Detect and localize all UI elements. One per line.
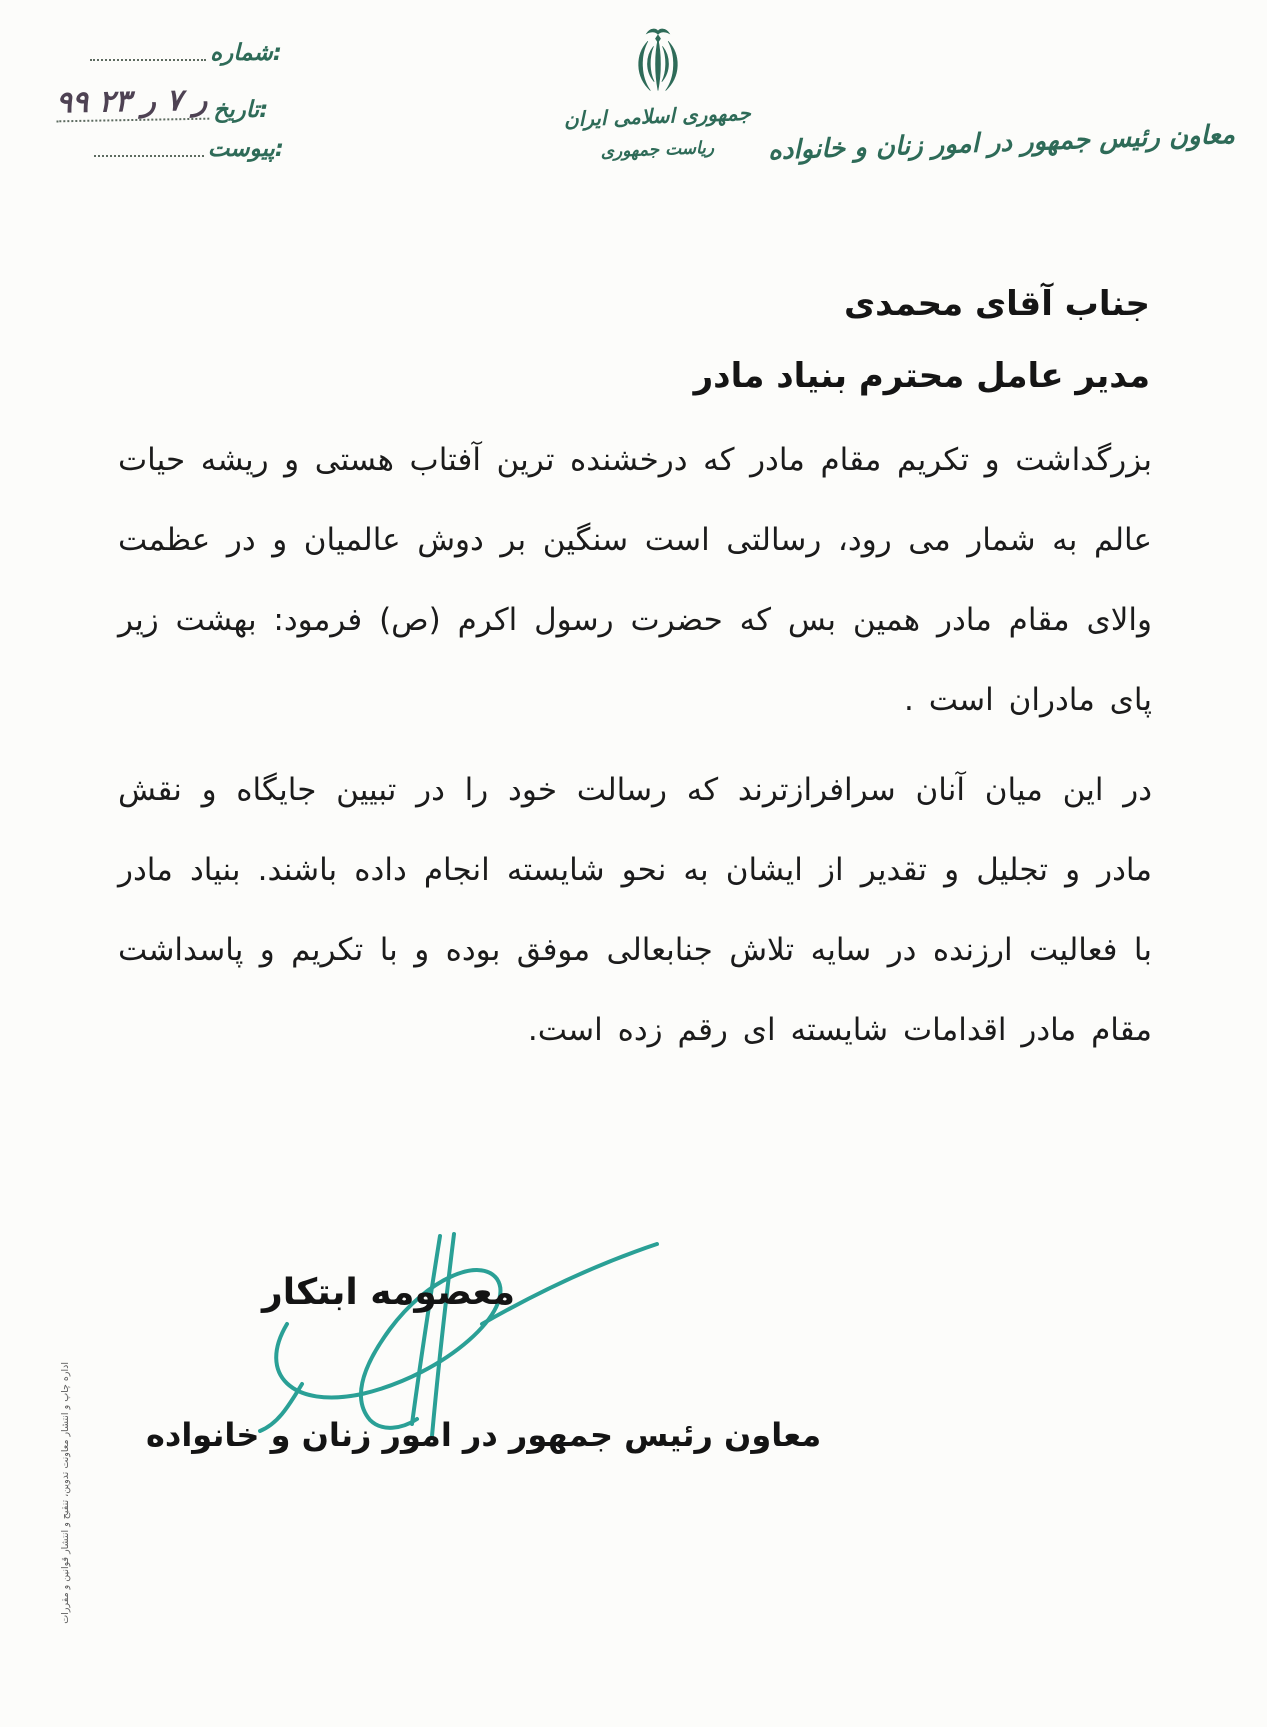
- presidency-label: ریاست جمهوری: [600, 138, 715, 162]
- recipient-title: مدیر عامل محترم بنیاد مادر: [693, 356, 1150, 396]
- signatory-title: معاون رئیس جمهور در امور زنان و خانواده: [146, 1416, 822, 1454]
- department-title: معاون رئیس جمهور در امور زنان و خانواده: [767, 119, 1236, 167]
- country-name: جمهوری اسلامی ایران: [563, 100, 752, 132]
- number-label: شماره:: [210, 40, 282, 66]
- iran-emblem-icon: [626, 26, 690, 102]
- body-paragraph-1: بزرگداشت و تکریم مقام مادر که درخشنده ترین آفتاب هستی و ریشه حیات عالم به شمار می رود، رسالتی است سنگین بر دوش عالمیان و در عظمت والای مقام مادر همین بس که حضرت رسول اکرم (ص) فرمود: بهشت زیر پای مادران است .: [118, 442, 1152, 718]
- signature-scribble: [232, 1224, 672, 1439]
- recipient-name: جناب آقای محمدی: [844, 284, 1150, 324]
- date-label: تاریخ:: [213, 97, 269, 123]
- attachment-label: پیوست:: [207, 136, 284, 162]
- signatory-name: معصومه ابتکار: [262, 1272, 516, 1313]
- imprint-vertical-text: اداره چاپ و انتشار معاونت تدوین، تنقیح و انتشار قوانین و مقررات: [60, 1362, 71, 1624]
- date-handwritten-value: ۹۹ ر ۷ ر ۲۳: [56, 83, 210, 123]
- body-paragraph-2: در این میان آنان سرافرازترند که رسالت خود را در تبیین جایگاه و نقش مادر و تجلیل و تقدیر از ایشان به نحو شایسته انجام داده باشند. بنیاد مادر با فعالیت ارزنده در سایه تلاش جنابعالی موفق بوده و با تکریم و پاسداشت مقام مادر اقدامات شایسته ای رقم زده است.: [118, 772, 1152, 1048]
